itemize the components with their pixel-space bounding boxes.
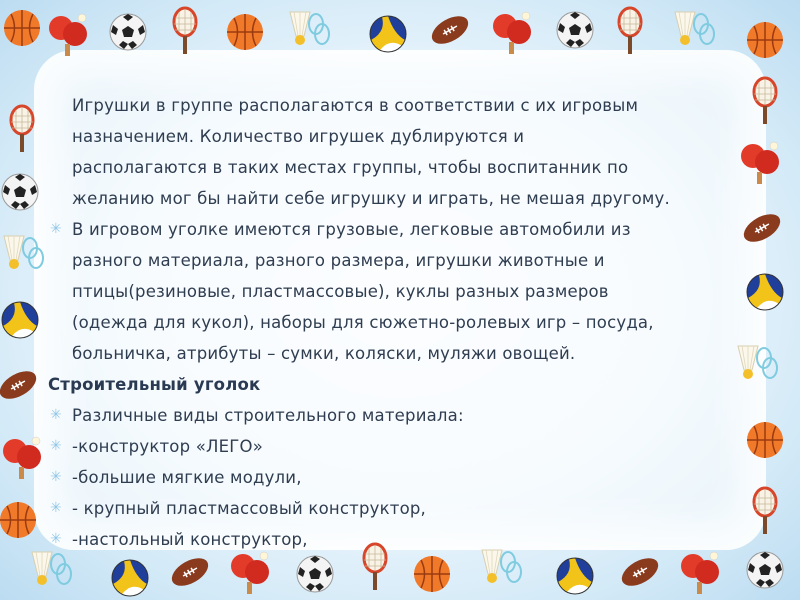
bullet-icon: ✳ <box>50 438 62 454</box>
section-heading: Строительный уголок <box>48 375 261 394</box>
list-item <box>48 493 738 524</box>
bullet-icon: ✳ <box>50 531 62 547</box>
bullet-icon: ✳ <box>50 500 62 516</box>
list-item-text: - крупный пластмассовый конструктор, <box>72 499 426 518</box>
paragraph2-line: (одежда для кукол), наборы для сюжетно-ролевых игр – посуда, <box>72 313 654 332</box>
paragraph1-line: располагаются в таких местах группы, чтобы воспитанник по <box>72 158 629 177</box>
list-item <box>48 462 738 493</box>
paragraph2-line: разного материала, разного размера, игрушки животные и <box>72 251 605 270</box>
list-item <box>48 400 738 431</box>
list-item-text: -настольный конструктор, <box>72 530 308 549</box>
list-item <box>48 524 738 555</box>
list-item-text: Различные виды строительного материала: <box>72 406 464 425</box>
paragraph2-line: птицы(резиновые, пластмассовые), куклы разных размеров <box>72 282 609 301</box>
list-item-text: -большие мягкие модули, <box>72 468 302 487</box>
paragraph1-line: Игрушки в группе располагаются в соответствии с их игровым <box>72 96 639 115</box>
list-item <box>48 431 738 462</box>
paragraph2-line: больничка, атрибуты – сумки, коляски, муляжи овощей. <box>72 344 576 363</box>
paragraph1-line: желанию мог бы найти себе игрушку и играть, не мешая другому. <box>72 189 670 208</box>
list-item-text: -конструктор «ЛЕГО» <box>72 437 263 456</box>
slide-text <box>48 90 738 555</box>
paragraph2-line: В игровом уголке имеются грузовые, легковые автомобили из <box>72 220 631 239</box>
paragraph1-line: назначением. Количество игрушек дублируются и <box>72 127 525 146</box>
bullet-icon: ✳ <box>50 221 62 237</box>
bullet-icon: ✳ <box>50 469 62 485</box>
bullet-icon: ✳ <box>50 407 62 423</box>
paragraph2-first-line <box>48 214 738 245</box>
